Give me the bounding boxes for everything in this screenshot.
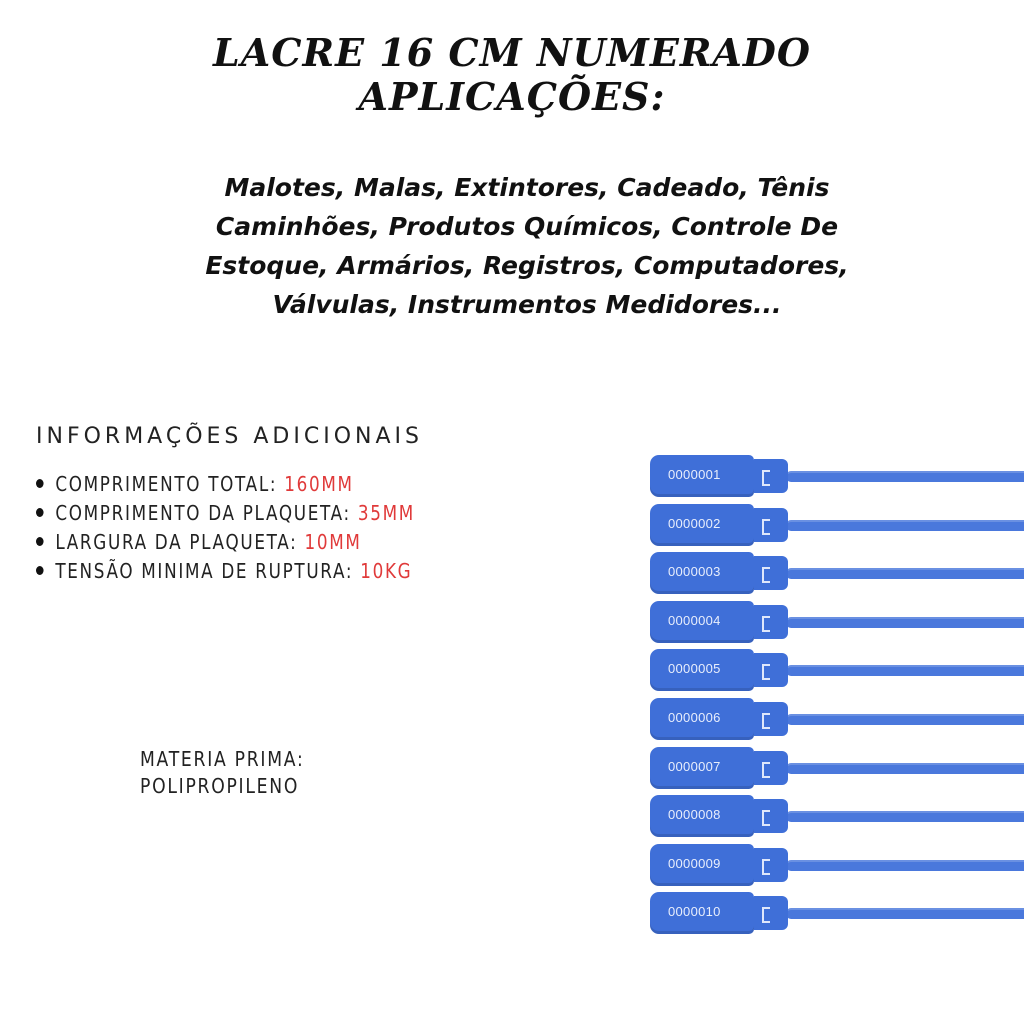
seal-lock-icon xyxy=(754,605,788,639)
seal-item xyxy=(648,793,1024,839)
spec-list xyxy=(36,470,487,586)
seal-strap xyxy=(786,665,1024,676)
spec-value: 35MM xyxy=(357,501,415,525)
seal-item xyxy=(648,647,1024,693)
spec-item xyxy=(36,528,415,557)
seal-tag xyxy=(650,649,754,691)
seal-tag xyxy=(650,552,754,594)
seal-strap xyxy=(786,860,1024,871)
seal-number: 0000001 xyxy=(668,467,721,482)
applications-line: Malotes, Malas, Extintores, Cadeado, Tênis xyxy=(224,173,830,202)
seal-item xyxy=(648,502,1024,548)
applications-line: Estoque, Armários, Registros, Computadores, xyxy=(205,251,849,280)
seal-number: 0000009 xyxy=(668,855,721,871)
seal-strap xyxy=(786,908,1024,919)
material-label: MATERIA PRIMA: xyxy=(140,747,305,771)
spec-label: LARGURA DA PLAQUETA: xyxy=(55,530,305,554)
bullet-icon xyxy=(36,537,44,546)
bullet-icon xyxy=(36,479,44,488)
seal-strap xyxy=(786,568,1024,579)
seal-lock-icon xyxy=(754,459,788,493)
spec-label: COMPRIMENTO TOTAL: xyxy=(55,472,285,496)
seal-tag xyxy=(650,844,754,886)
seal-number: 0000003 xyxy=(668,564,721,580)
material-value: POLIPROPILENO xyxy=(140,774,300,798)
seal-number: 0000010 xyxy=(668,904,721,920)
material-info xyxy=(140,746,304,800)
seal-number: 0000008 xyxy=(668,807,721,823)
applications-heading: APLICAÇÕES: xyxy=(358,74,666,119)
seal-lock-icon xyxy=(754,702,788,736)
seal-lock-icon xyxy=(754,799,788,833)
seal-product-image xyxy=(648,453,1024,945)
seal-number: 0000005 xyxy=(668,661,721,677)
bullet-icon xyxy=(36,508,44,517)
spec-value: 160MM xyxy=(284,472,354,496)
page-title: LACRE 16 CM NUMERADO xyxy=(213,30,811,75)
seal-tag xyxy=(650,892,754,934)
spec-value: 10MM xyxy=(304,530,362,554)
seal-lock-icon xyxy=(754,508,788,542)
spec-label: TENSÃO MINIMA DE RUPTURA: xyxy=(55,559,361,583)
seal-item xyxy=(648,599,1024,645)
seal-number: 0000006 xyxy=(668,710,721,725)
seal-number: 0000007 xyxy=(668,758,721,774)
spec-label: COMPRIMENTO DA PLAQUETA: xyxy=(55,501,358,525)
seal-strap xyxy=(786,714,1024,725)
spec-item xyxy=(36,470,415,499)
seal-tag xyxy=(650,795,754,837)
seal-item xyxy=(648,745,1024,791)
seal-item xyxy=(648,453,1024,499)
info-heading: INFORMAÇÕES ADICIONAIS xyxy=(36,424,423,449)
seal-lock-icon xyxy=(754,848,788,882)
seal-tag xyxy=(650,601,754,643)
spec-item xyxy=(36,499,415,528)
seal-item xyxy=(648,890,1024,936)
seal-tag xyxy=(650,455,754,497)
seal-lock-icon xyxy=(754,896,788,930)
seal-item xyxy=(648,842,1024,888)
seal-number: 0000004 xyxy=(668,612,721,628)
seal-tag xyxy=(650,504,754,546)
applications-line: Válvulas, Instrumentos Medidores... xyxy=(272,290,782,319)
seal-number: 0000002 xyxy=(668,515,721,531)
applications-text xyxy=(150,168,904,324)
seal-item xyxy=(648,696,1024,742)
seal-strap xyxy=(786,520,1024,531)
applications-line: Caminhões, Produtos Químicos, Controle De xyxy=(215,212,839,241)
bullet-icon xyxy=(36,566,44,575)
seal-strap xyxy=(786,617,1024,628)
seal-tag xyxy=(650,698,754,740)
seal-tag xyxy=(650,747,754,789)
seal-strap xyxy=(786,811,1024,822)
seal-lock-icon xyxy=(754,556,788,590)
seal-lock-icon xyxy=(754,751,788,785)
seal-lock-icon xyxy=(754,653,788,687)
spec-value: 10KG xyxy=(360,559,413,583)
seal-strap xyxy=(786,471,1024,482)
spec-item xyxy=(36,557,415,586)
seal-item xyxy=(648,550,1024,596)
seal-strap xyxy=(786,763,1024,774)
